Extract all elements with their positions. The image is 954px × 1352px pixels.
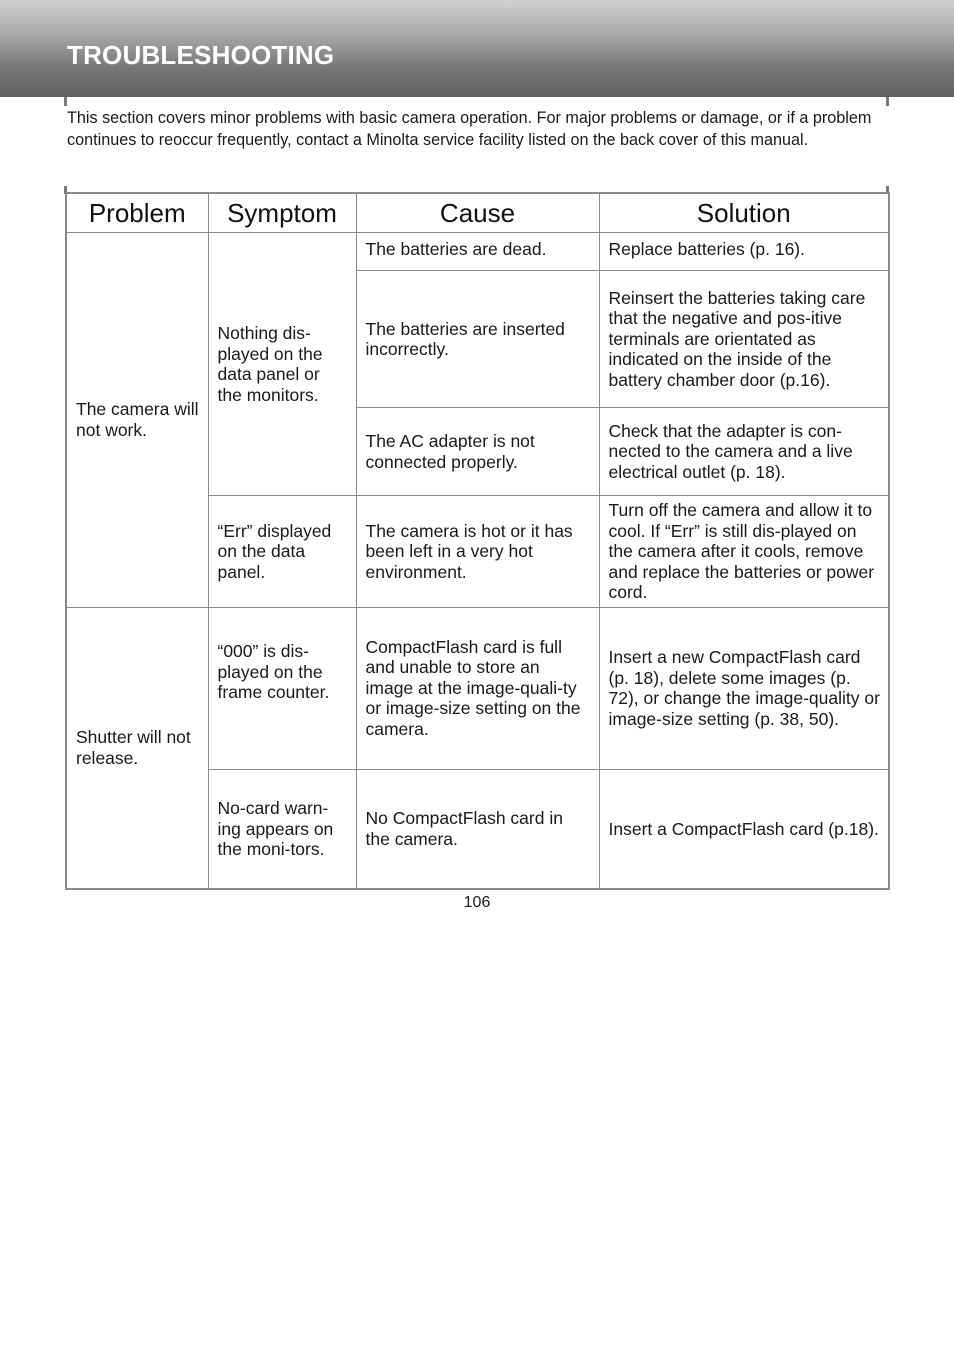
solution-cell: Check that the adapter is con-nected to the camera and a live electrical outlet (p. 18). (599, 408, 889, 496)
symptom-cell: No-card warn-ing appears on the moni-tors. (208, 769, 356, 889)
cause-cell: The batteries are inserted incorrectly. (356, 271, 599, 408)
table-row (66, 607, 889, 769)
problem-cell: The camera will not work. (66, 233, 208, 608)
intro-paragraph: This section covers minor problems with basic camera operation. For major problems or damage, or if a problem continues to reoccur frequently, contact a Minolta service facility listed on the back cover of this manual. (67, 109, 872, 149)
column-header-symptom: Symptom (208, 193, 356, 233)
solution-cell: Insert a CompactFlash card (p.18). (599, 769, 889, 889)
page-number: 106 (463, 894, 491, 911)
table-header-row (66, 193, 889, 233)
cause-cell: No CompactFlash card in the camera. (356, 769, 599, 889)
solution-cell: Replace batteries (p. 16). (599, 233, 889, 271)
cause-cell: CompactFlash card is full and unable to store an image at the image-quali-ty or image-size setting on the camera. (356, 607, 599, 769)
cause-cell: The camera is hot or it has been left in a very hot environment. (356, 496, 599, 608)
solution-cell: Turn off the camera and allow it to cool. If “Err” is still dis-played on the camera after it cools, remove and replace the batteries or power cord. (599, 496, 889, 608)
margin-tick-right (886, 97, 889, 106)
symptom-cell: “Err” displayed on the data panel. (208, 496, 356, 608)
solution-cell: Insert a new CompactFlash card (p. 18), delete some images (p. 72), or change the image-quality or image-size setting (p. 38, 50). (599, 607, 889, 769)
page-title: TROUBLESHOOTING (67, 40, 335, 70)
margin-tick-left (64, 97, 67, 106)
troubleshooting-table (65, 192, 890, 890)
symptom-cell: Nothing dis-played on the data panel or the monitors. (208, 233, 356, 496)
column-header-cause: Cause (356, 193, 599, 233)
table-row (66, 233, 889, 271)
symptom-cell: “000” is dis-played on the frame counter. (208, 607, 356, 769)
column-header-problem: Problem (66, 193, 208, 233)
cause-cell: The batteries are dead. (356, 233, 599, 271)
column-header-solution: Solution (599, 193, 889, 233)
page-header (0, 0, 954, 97)
problem-cell: Shutter will not release. (66, 607, 208, 889)
cause-cell: The AC adapter is not connected properly. (356, 408, 599, 496)
solution-cell: Reinsert the batteries taking care that the negative and pos-itive terminals are orientated as indicated on the inside of the battery chamber door (p.16). (599, 271, 889, 408)
